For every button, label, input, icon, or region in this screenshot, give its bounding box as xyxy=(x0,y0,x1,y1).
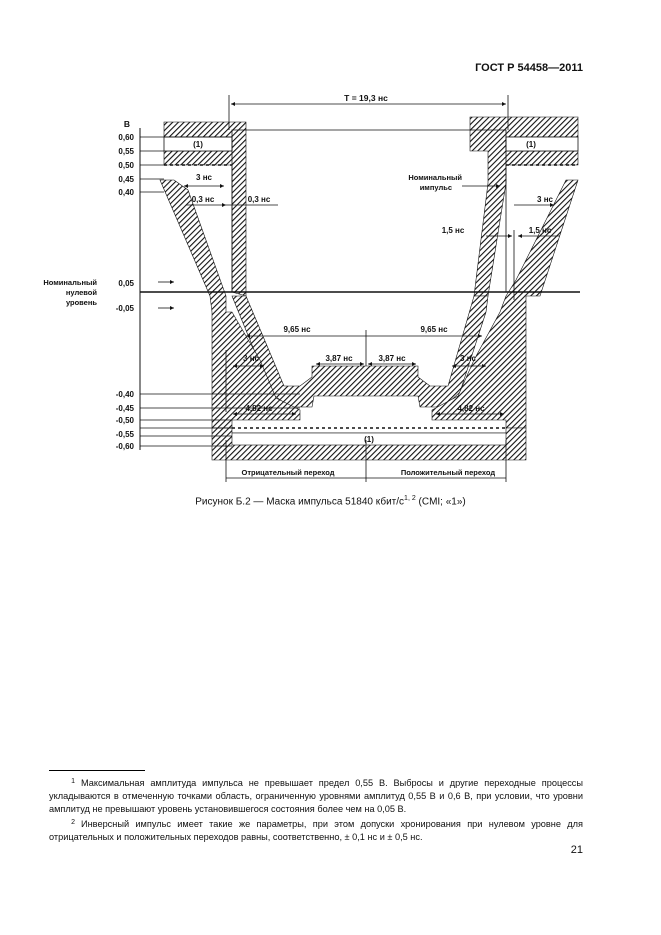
svg-text:1,5 нс: 1,5 нс xyxy=(441,226,465,235)
svg-text:нулевой: нулевой xyxy=(65,288,97,297)
svg-text:1,5 нс: 1,5 нс xyxy=(528,226,552,235)
level-label: -0,45 xyxy=(115,404,134,413)
footnote-2: 2 Инверсный импульс имеет такие же параметры, при этом допуски хронирования при нулевом уровне для отрицательных и положительных переходов равны, соответственно, ± 0,1 нс и ± 0,5 нс. xyxy=(49,819,583,842)
svg-text:9,65 нс: 9,65 нс xyxy=(420,325,448,334)
svg-text:3 нс: 3 нс xyxy=(460,354,476,363)
level-label: 0,05 xyxy=(118,279,134,288)
svg-text:Номинальный: Номинальный xyxy=(408,173,462,182)
page-number: 21 xyxy=(570,844,583,856)
svg-text:3 нс: 3 нс xyxy=(196,173,212,182)
svg-text:Отрицательный переход: Отрицательный переход xyxy=(241,468,335,477)
nominal-pulse-label xyxy=(408,173,462,192)
svg-text:Положительный переход: Положительный переход xyxy=(400,468,496,477)
svg-text:4,82 нс: 4,82 нс xyxy=(457,404,485,413)
level-label: 0,45 xyxy=(118,175,134,184)
svg-text:уровень: уровень xyxy=(65,298,97,307)
level-label: -0,40 xyxy=(115,390,134,399)
level-label: -0,55 xyxy=(115,430,134,439)
svg-text:3 нс: 3 нс xyxy=(537,195,553,204)
footnote-divider xyxy=(49,770,145,771)
svg-text:4,82 нс: 4,82 нс xyxy=(245,404,273,413)
period-label: T = 19,3 нс xyxy=(344,93,388,103)
bottom-transition-labels xyxy=(241,468,495,477)
level-label: -0,05 xyxy=(115,304,134,313)
level-label: -0,60 xyxy=(115,442,134,451)
level-labels xyxy=(116,133,135,451)
svg-text:импульс: импульс xyxy=(419,183,452,192)
figure-caption: Рисунок Б.2 — Маска импульса 51840 кбит/$с^{1, 2}$ (CMI; «1») xyxy=(195,495,466,508)
region-band-right xyxy=(506,137,578,151)
svg-text:9,65 нс: 9,65 нс xyxy=(283,325,311,334)
level-label: 0,40 xyxy=(118,188,134,197)
svg-text:0,3 нс: 0,3 нс xyxy=(191,195,215,204)
level-label: 0,55 xyxy=(118,147,134,156)
mask-regions xyxy=(160,117,578,460)
svg-text:3 нс: 3 нс xyxy=(243,354,259,363)
svg-text:0,3 нс: 0,3 нс xyxy=(247,195,271,204)
document-header: ГОСТ Р 54458—2011 xyxy=(475,62,583,74)
svg-text:3,87 нс: 3,87 нс xyxy=(378,354,406,363)
svg-text:(1): (1) xyxy=(526,140,536,149)
svg-text:(1): (1) xyxy=(193,140,203,149)
level-label: 0,50 xyxy=(118,161,134,170)
nominal-pulse-line xyxy=(232,130,506,292)
y-axis-unit: В xyxy=(123,119,130,129)
level-label: 0,60 xyxy=(118,133,134,142)
footnote-1: 1 Максимальная амплитуда импульса не превышает предел 0,55 В. Выбросы и другие переходные процессы укладываются в отмеченную точками область, ограниченную уровнями амплитуд 0,55 В и 0,6 В, при условии, что уровни амплитуд не превышают уровень установившегося состояния более чем на 0,05 В. xyxy=(49,778,583,814)
level-label: -0,50 xyxy=(115,416,134,425)
nominal-zero-label xyxy=(43,278,97,307)
svg-text:3,87 нс: 3,87 нс xyxy=(325,354,353,363)
svg-text:(1): (1) xyxy=(364,435,374,444)
svg-text:Номинальный: Номинальный xyxy=(43,278,97,287)
